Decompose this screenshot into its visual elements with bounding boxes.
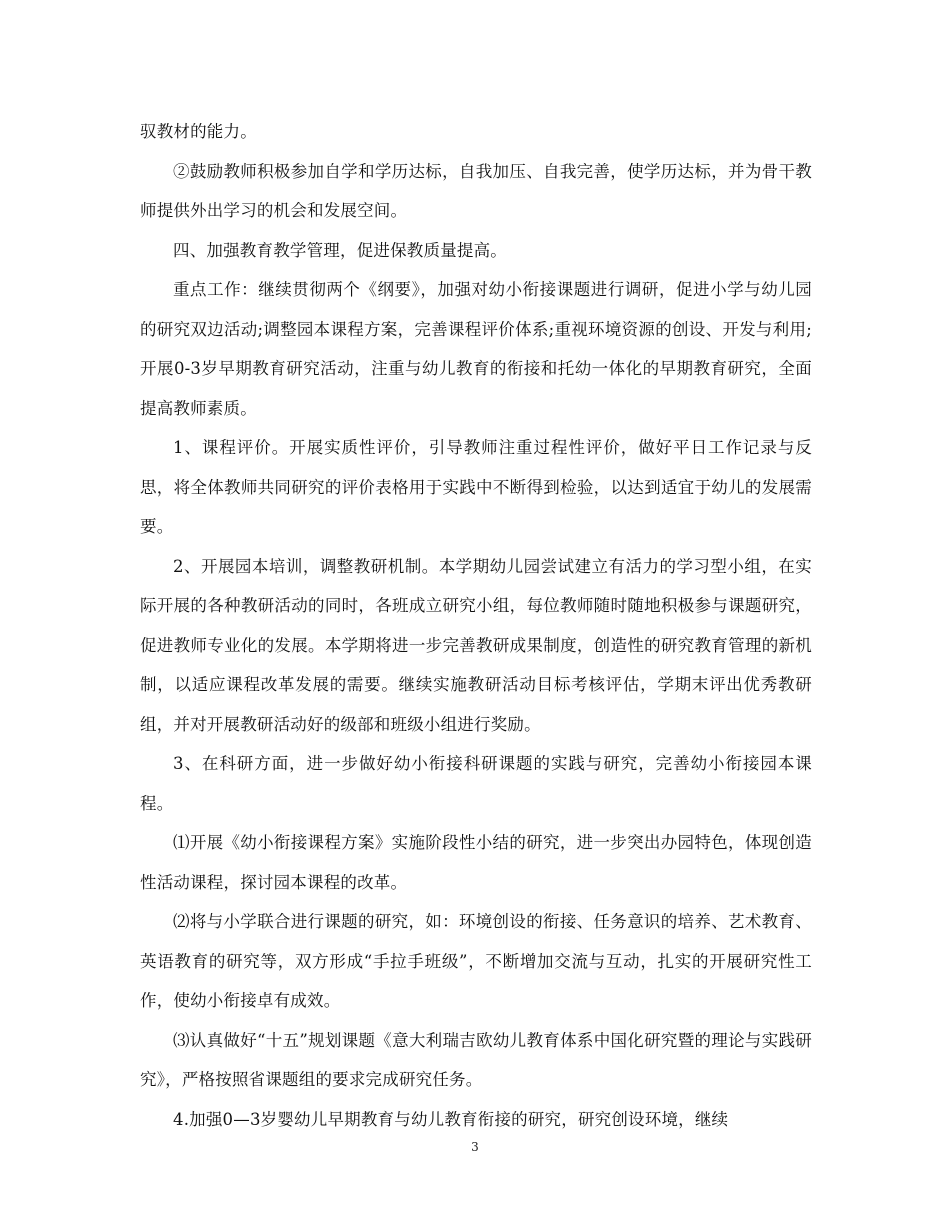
- section-heading: 四、加强教育教学管理，促进保教质量提高。: [173, 240, 507, 260]
- list-item: ⑶认真做好“十五”规划课题《意大利瑞吉欧幼儿教育体系中国化研究暨的理论与实践研究》，严格按照省课题组的要求完成研究任务。: [140, 1030, 812, 1089]
- paragraph: 4.加强0—3岁婴幼儿早期教育与幼儿教育衔接的研究，研究创设环境，继续: [173, 1109, 729, 1129]
- document-body: [140, 112, 812, 1139]
- paragraph: 2、开展园本培训，调整教研机制。本学期幼儿园尝试建立有活力的学习型小组，在实际开展的各种教研活动的同时，各班成立研究小组，每位教师随时随地积极参与课题研究，促进教师专业化的发展。本学期将进一步完善教研成果制度，创造性的研究教育管理的新机制，以适应课程改革发展的需要。继续实施教研活动目标考核评估，学期末评出优秀教研组，并对开展教研活动好的级部和班级小组进行奖励。: [140, 556, 812, 734]
- page-number: 3: [471, 1140, 479, 1154]
- paragraph: 重点工作：继续贯彻两个《纲要》，加强对幼小衔接课题进行调研，促进小学与幼儿园的研究双边活动;调整园本课程方案，完善课程评价体系;重视环境资源的创设、开发与利用;开展0-3岁早期教育研究活动，注重与幼儿教育的衔接和托幼一体化的早期教育研究，全面提高教师素质。: [140, 280, 812, 418]
- paragraph: 3、在科研方面，进一步做好幼小衔接科研课题的实践与研究，完善幼小衔接园本课程。: [140, 754, 812, 813]
- list-item: ⑴开展《幼小衔接课程方案》实施阶段性小结的研究，进一步突出办园特色，体现创造性活动课程，探讨园本课程的改革。: [140, 833, 812, 892]
- paragraph: 1、课程评价。开展实质性评价，引导教师注重过程性评价，做好平日工作记录与反思，将全体教师共同研究的评价表格用于实践中不断得到检验，以达到适宜于幼儿的发展需要。: [140, 438, 812, 536]
- list-item: ⑵将与小学联合进行课题的研究，如：环境创设的衔接、任务意识的培养、艺术教育、英语教育的研究等，双方形成“手拉手班级”，不断增加交流与互动，扎实的开展研究性工作，使幼小衔接卓有成效。: [140, 912, 812, 1010]
- paragraph: 驭教材的能力。: [140, 122, 257, 141]
- paragraph: ②鼓励教师积极参加自学和学历达标，自我加压、自我完善，使学历达标，并为骨干教师提供外出学习的机会和发展空间。: [140, 161, 812, 220]
